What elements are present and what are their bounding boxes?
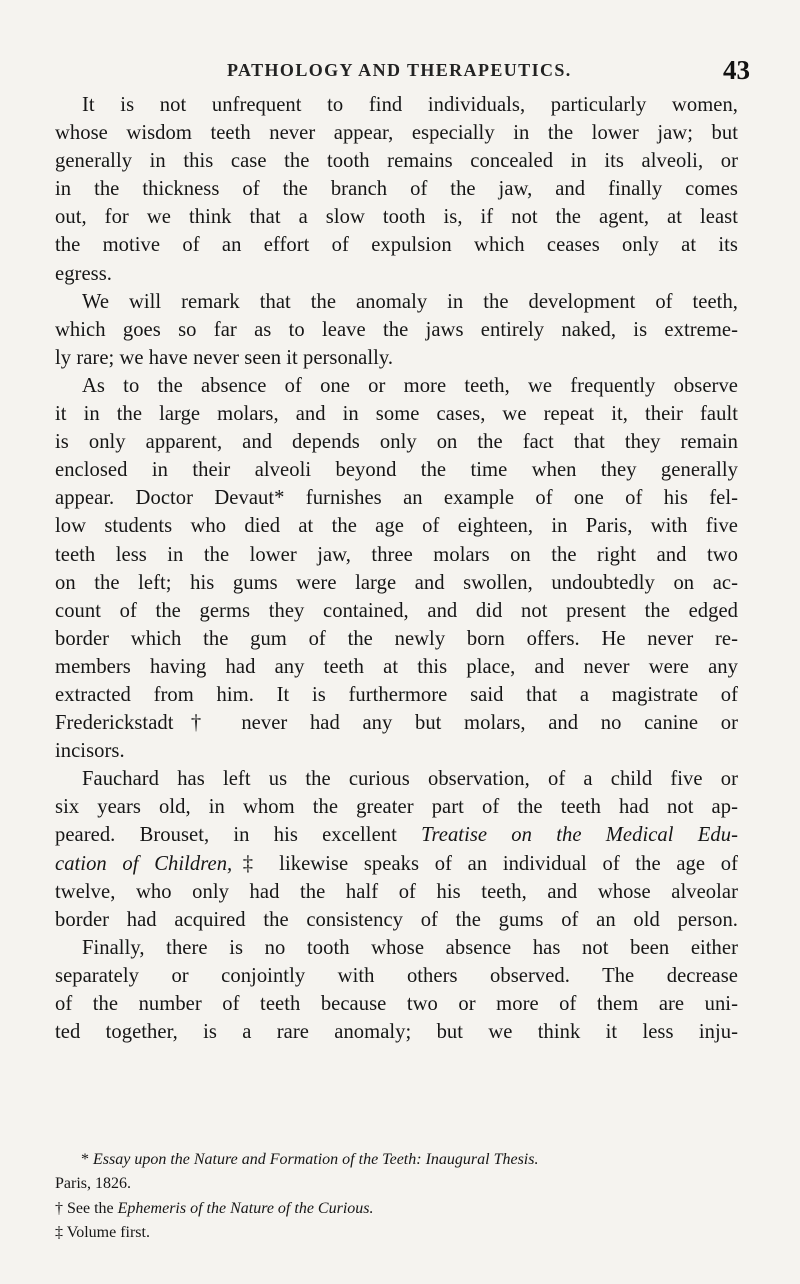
body-line: low students who died at the age of eighteen, in Paris, with five [55,515,738,538]
body-line: generally in this case the tooth remains concealed in its alveoli, or [55,150,738,173]
footnote-3: ‡ Volume first. [55,1224,150,1242]
body-line: ted together, is a rare anomaly; but we think it less inju- [55,1021,738,1044]
body-line: peared. Brouset, in his excellent Treatise on the Medical Edu- [55,824,738,847]
running-head [55,55,750,88]
footnote-1-title: Essay upon the Nature and Formation of the Teeth: Inaugural Thesis. [93,1151,539,1168]
body-line: cation of Children,‡ likewise speaks of an individual of the age of [55,852,738,875]
body-line: border had acquired the consistency of the gums of an old person. [55,908,738,931]
footnote-1-continuation: Paris, 1826. [55,1175,131,1193]
running-title: PATHOLOGY AND THERAPEUTICS. [227,60,572,80]
body-line: six years old, in whom the greater part of the teeth had not ap- [55,796,738,819]
body-line: twelve, who only had the half of his teeth, and whose alveolar [55,880,738,903]
body-line: It is not unfrequent to find individuals, particularly women, [82,94,738,116]
body-line: ly rare; we have never seen it personally. [55,346,394,369]
italic-title: cation of Children, [55,852,233,875]
body-line: separately or conjointly with others observed. The decrease [55,964,738,987]
body-line: whose wisdom teeth never appear, especially in the lower jaw; but [55,122,738,145]
body-line: which goes so far as to leave the jaws entirely naked, is extreme- [55,318,738,341]
body-line: Finally, there is no tooth whose absence has not been either [82,936,738,959]
body-line: appear. Doctor Devaut* furnishes an example of one of his fel- [55,487,738,510]
body-text [55,91,738,1046]
body-line: border which the gum of the newly born offers. He never re- [55,627,738,650]
body-line: enclosed in their alveoli beyond the time when they generally [55,459,738,482]
footnote-1 [55,1148,740,1172]
body-line: the motive of an effort of expulsion which ceases only at its [55,234,738,257]
page-number: 43 [723,55,750,85]
footnote-1-mark: * [81,1151,93,1168]
body-line: out, for we think that a slow tooth is, if not the agent, at least [55,206,738,229]
body-line: of the number of teeth because two or more of them are uni- [55,993,738,1015]
body-line: As to the absence of one or more teeth, we frequently observe [82,374,738,397]
body-line: is only apparent, and depends only on the fact that they remain [55,431,738,454]
body-line: it in the large molars, and in some cases, we repeat it, their fault [55,403,738,426]
body-line: on the left; his gums were large and swollen, undoubtedly on ac- [55,571,738,594]
body-line: Frederickstadt† never had any but molars, and no canine or [55,712,738,735]
body-line: We will remark that the anomaly in the development of teeth, [82,290,738,313]
footnote-2-mark: † See the [55,1199,118,1217]
body-line: count of the germs they contained, and did not present the edged [55,599,738,622]
footnotes [55,1148,740,1246]
italic-title: Treatise on the Medical Edu- [421,824,738,847]
body-line: members having had any teeth at this place, and never were any [55,655,738,678]
body-line: teeth less in the lower jaw, three molars on the right and two [55,543,738,566]
body-line: Fauchard has left us the curious observation, of a child five or [82,768,738,791]
body-line: egress. [55,262,112,285]
footnote-2 [55,1197,740,1221]
body-line: extracted from him. It is furthermore said that a magistrate of [55,683,738,706]
body-line: incisors. [55,740,125,763]
body-line: in the thickness of the branch of the jaw, and finally comes [55,178,738,201]
footnote-2-title: Ephemeris of the Nature of the Curious. [117,1199,374,1217]
